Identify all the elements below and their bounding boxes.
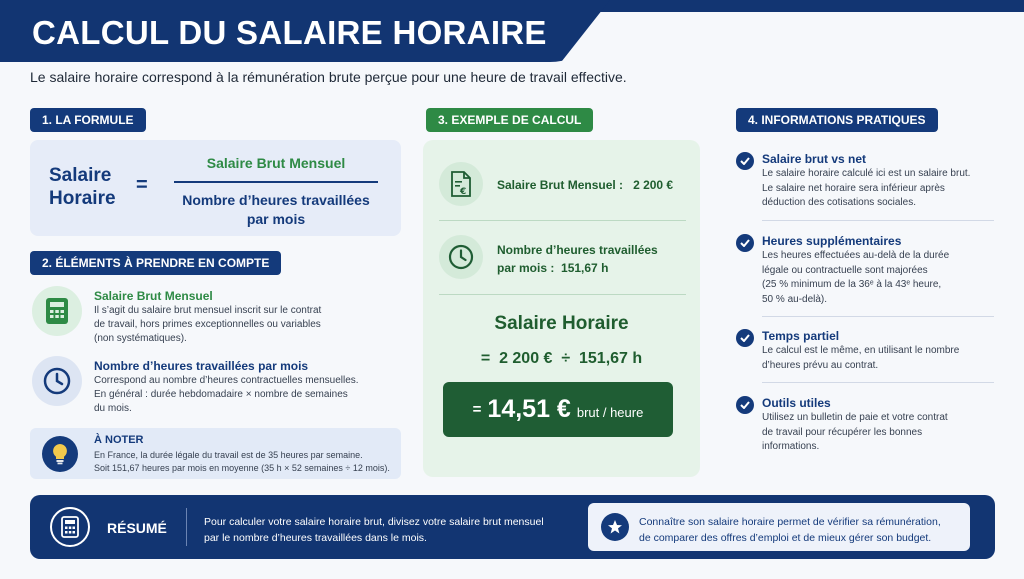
summary-text [204, 514, 544, 546]
star-icon [601, 513, 629, 541]
example-hours-label: Nombre d’heures travaillées [497, 243, 658, 257]
check-icon [736, 152, 754, 170]
info-text-tools [762, 411, 948, 455]
note-line: Soit 151,67 heures par mois en moyenne (35 h × 52 semaines ÷ 12 mois). [94, 463, 390, 473]
info-title-part-time: Temps partiel [762, 329, 840, 343]
fraction-bar [174, 181, 378, 183]
info-text-line: Le calcul est le même, en utilisant le nombre [762, 345, 960, 356]
info-text-line: légale ou contractuelle sont majorées [762, 264, 928, 276]
info-text-line: déduction des cotisations sociales. [762, 197, 916, 208]
note-text [94, 449, 390, 475]
note-line: En France, la durée légale du travail est de 35 heures par semaine. [94, 450, 363, 460]
info-text-line: Utilisez un bulletin de paie et votre contrat [762, 412, 948, 423]
summary-label: RÉSUMÉ [107, 520, 167, 536]
example-badge: 3. EXEMPLE DE CALCUL [426, 108, 593, 132]
page-title: CALCUL DU SALAIRE HORAIRE [32, 14, 547, 51]
info-divider [762, 220, 994, 221]
formula-denominator [174, 191, 378, 229]
formula-numerator: Salaire Brut Mensuel [206, 155, 346, 171]
info-title-tools: Outils utiles [762, 396, 831, 410]
info-text-line: (25 % minimum de la 36ᵉ à la 43ᵉ heure, [762, 279, 942, 290]
example-divider [439, 220, 686, 221]
formula-denominator-line2: par mois [246, 211, 306, 227]
element-text-line: de travail, hors primes exceptionnelles ou variables [94, 319, 321, 330]
info-text-line: d’heures prévu au contrat. [762, 359, 879, 371]
element-text-salary [94, 304, 321, 346]
info-divider [762, 382, 994, 383]
example-salary [497, 178, 673, 192]
clock-icon [32, 356, 82, 406]
clock-icon [439, 235, 483, 279]
info-text-line: Le salaire horaire calculé ici est un salaire brut. [762, 168, 971, 179]
element-text-hours [94, 374, 359, 416]
element-text-line: Il s’agit du salaire brut mensuel inscrit sur le contrat [94, 305, 322, 316]
check-icon [736, 329, 754, 347]
info-title-overtime: Heures supplémentaires [762, 234, 902, 248]
summary-text-line: par le nombre d’heures travaillées dans le mois. [204, 532, 427, 544]
info-divider [762, 316, 994, 317]
result-value: 14,51 € [487, 395, 571, 423]
formula-badge: 1. LA FORMULE [30, 108, 146, 132]
info-text-line: informations. [762, 441, 820, 452]
formula-left-line1: Salaire [49, 165, 112, 186]
example-salary-label: Salaire Brut Mensuel : [497, 178, 624, 192]
element-text-line: (non systématiques). [94, 333, 187, 344]
element-text-line: En général : durée hebdomadaire × nombre de semaines [94, 389, 348, 400]
result-equals: = [472, 401, 482, 418]
info-text-gross-net [762, 167, 970, 211]
info-text-overtime [762, 249, 949, 307]
svg-text:€: € [460, 187, 467, 197]
example-hours-value: 151,67 h [561, 261, 609, 275]
check-icon [736, 396, 754, 414]
info-badge: 4. INFORMATIONS PRATIQUES [736, 108, 938, 132]
example-salary-value: 2 200 € [633, 178, 674, 192]
info-text-line: 50 % au-delà). [762, 293, 828, 305]
info-text-part-time [762, 344, 959, 373]
element-title-salary: Salaire Brut Mensuel [94, 289, 213, 303]
footer-box-text [639, 514, 941, 546]
footer-box-line: Connaître son salaire horaire permet de vérifier sa rémunération, [639, 516, 941, 528]
page-subtitle: Le salaire horaire correspond à la rémunération brute perçue pour une heure de travail effective. [30, 69, 627, 85]
example-result-box [443, 382, 673, 437]
elements-badge: 2. ÉLÉMENTS À PRENDRE EN COMPTE [30, 251, 281, 275]
footer-divider [186, 508, 187, 546]
calculator-icon [32, 286, 82, 336]
lightbulb-icon [42, 436, 78, 472]
example-divider [439, 294, 686, 295]
example-hours [497, 241, 658, 277]
info-title-gross-net: Salaire brut vs net [762, 152, 867, 166]
result-unit: brut / heure [576, 405, 644, 420]
calculator-icon [50, 507, 90, 547]
example-result-title: Salaire Horaire [494, 313, 629, 334]
element-text-line: Correspond au nombre d’heures contractuelles mensuelles. [94, 375, 359, 386]
info-text-line: Les heures effectuées au-delà de la durée [762, 250, 950, 261]
footer-box-line: de comparer des offres d’emploi et de mieux gérer son budget. [639, 532, 932, 544]
formula-left-term [49, 164, 116, 210]
info-text-line: de travail pour récupérer les bonnes [762, 426, 923, 438]
element-text-line: du mois. [94, 403, 132, 414]
note-title: À NOTER [94, 434, 144, 446]
formula-denominator-line1: Nombre d’heures travaillées [182, 192, 370, 208]
document-euro-icon [439, 162, 483, 206]
element-title-hours: Nombre d’heures travaillées par mois [94, 359, 309, 373]
example-hours-label-2: par mois : [497, 261, 555, 275]
formula-left-line2: Horaire [49, 188, 116, 209]
check-icon [736, 234, 754, 252]
formula-equals: = [136, 174, 148, 196]
example-calculation: = 2 200 € ÷ 151,67 h [480, 350, 643, 367]
info-text-line: Le salaire net horaire sera inférieur après [762, 182, 945, 194]
summary-text-line: Pour calculer votre salaire horaire brut, divisez votre salaire brut mensuel [204, 516, 544, 528]
